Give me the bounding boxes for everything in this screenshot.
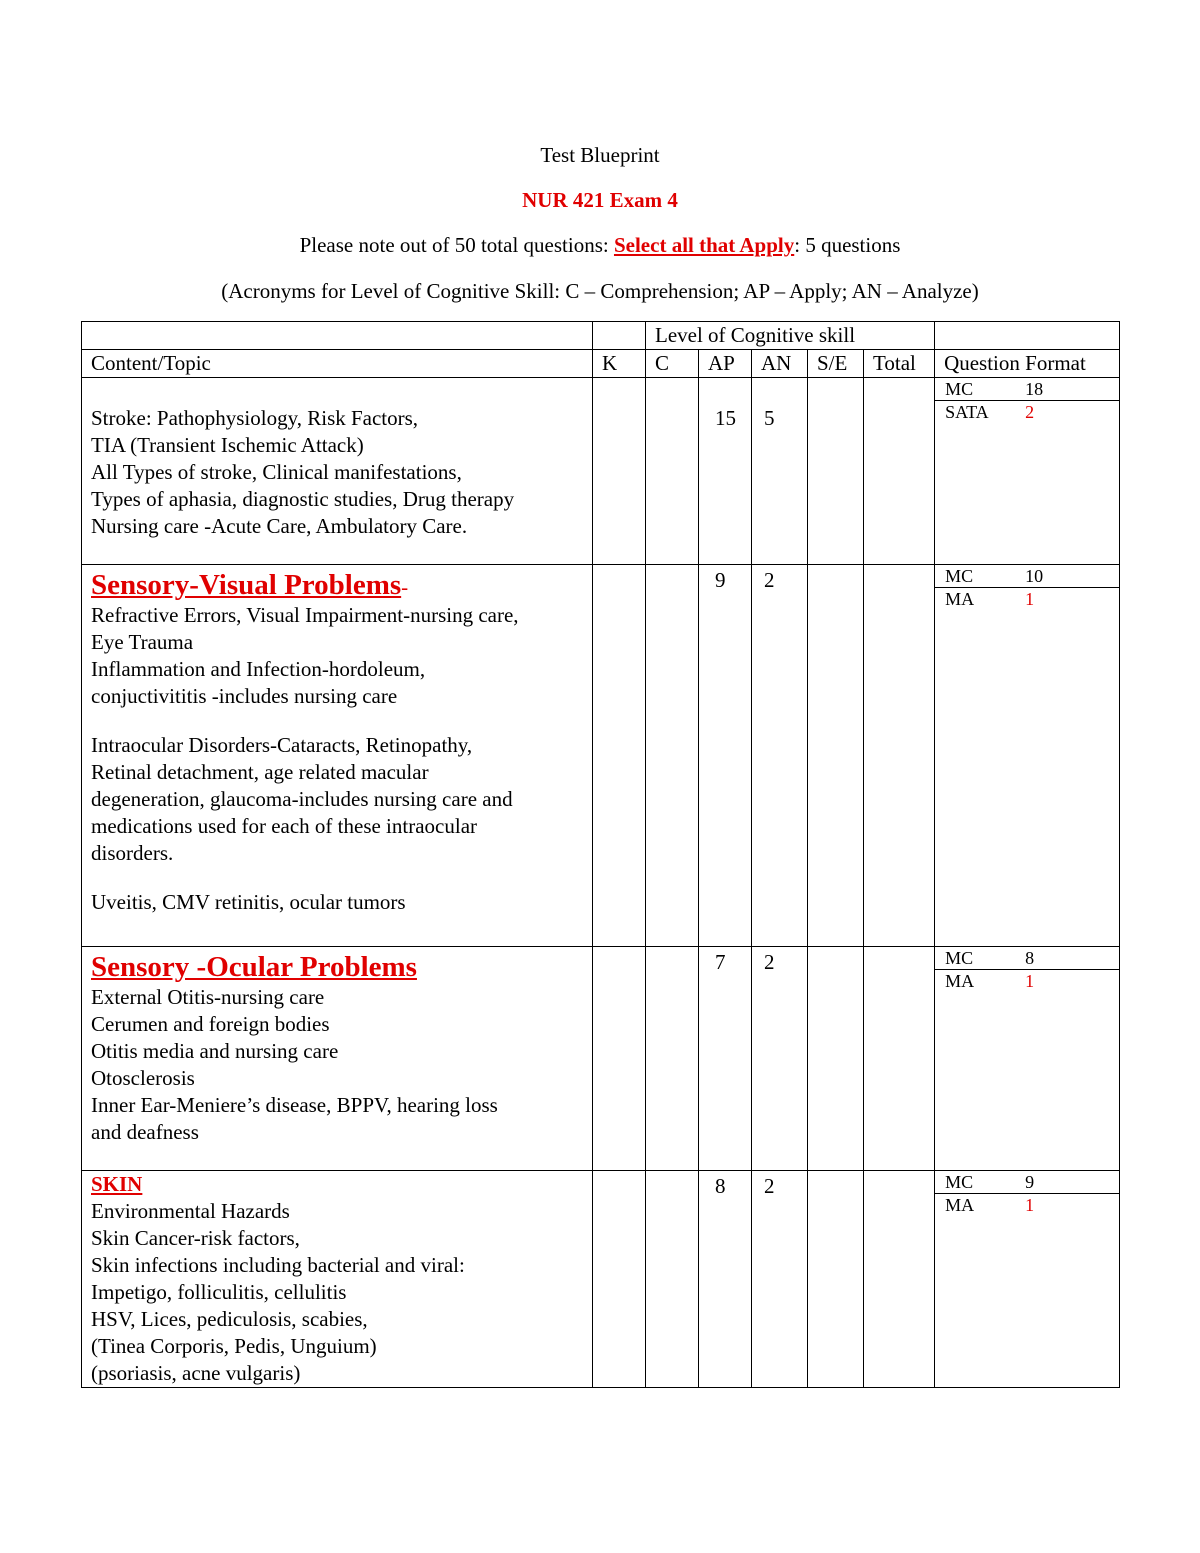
col-header-c: C — [646, 350, 699, 378]
ap-cell: 15 — [699, 378, 752, 565]
topic-line: Refractive Errors, Visual Impairment-nursing care, — [91, 603, 519, 627]
topic-line: Types of aphasia, diagnostic studies, Drug therapy — [91, 487, 515, 511]
format-row — [935, 565, 1119, 588]
topic-cell — [82, 947, 593, 1171]
topic-line: Inflammation and Infection-hordoleum, — [91, 657, 426, 681]
topic-line: External Otitis-nursing care — [91, 985, 325, 1009]
format-cell — [935, 565, 1120, 947]
cognitive-skill-header: Level of Cognitive skill — [646, 322, 935, 350]
topic-line: disorders. — [91, 841, 174, 865]
blueprint-table — [81, 321, 1120, 1388]
format-row — [935, 588, 1119, 610]
format-row — [935, 1194, 1119, 1216]
format-count: 1 — [1025, 589, 1035, 609]
format-label: MA — [945, 971, 975, 991]
topic-line: Inner Ear-Meniere’s disease, BPPV, hearing loss — [91, 1093, 498, 1117]
topic-line: HSV, Lices, pediculosis, scabies, — [91, 1307, 368, 1331]
topic-cell — [82, 378, 593, 565]
table-row — [82, 565, 1120, 947]
topic-line: Stroke: Pathophysiology, Risk Factors, — [91, 406, 419, 430]
topic-line: degeneration, glaucoma-includes nursing care and — [91, 787, 513, 811]
format-row — [935, 378, 1119, 401]
group-header-row — [82, 322, 1120, 350]
topic-heading-line — [91, 950, 592, 984]
col-header-an: AN — [752, 350, 808, 378]
topic-line: All Types of stroke, Clinical manifestations, — [91, 460, 462, 484]
format-cell — [935, 947, 1120, 1171]
total-cell — [864, 947, 935, 1171]
topic-heading: SKIN — [91, 1172, 143, 1196]
topic-line: Eye Trauma — [91, 630, 194, 654]
table-row — [82, 947, 1120, 1171]
topic-line: Cerumen and foreign bodies — [91, 1012, 330, 1036]
format-label: MC — [945, 566, 974, 586]
note-highlight: Select all that Apply — [613, 233, 795, 257]
an-cell: 2 — [752, 947, 808, 1171]
format-count: 9 — [1025, 1172, 1035, 1192]
topic-line: Otosclerosis — [91, 1066, 195, 1090]
format-label: MC — [945, 948, 974, 968]
format-label: MC — [945, 379, 974, 399]
k-cell — [593, 378, 646, 565]
se-cell — [808, 1171, 864, 1388]
topic-line: Nursing care -Acute Care, Ambulatory Care. — [91, 514, 468, 538]
topic-heading: Sensory-Visual Problems — [91, 569, 402, 601]
question-note — [0, 233, 1200, 258]
total-cell — [864, 565, 935, 947]
note-prefix: Please note out of 50 total questions: — [299, 233, 614, 257]
topic-cell — [82, 565, 593, 947]
se-cell — [808, 565, 864, 947]
total-cell — [864, 378, 935, 565]
topic-line: Intraocular Disorders-Cataracts, Retinopathy, — [91, 733, 473, 757]
se-cell — [808, 947, 864, 1171]
total-cell — [864, 1171, 935, 1388]
topic-line: Impetigo, folliculitis, cellulitis — [91, 1280, 347, 1304]
c-cell — [646, 378, 699, 565]
topic-line: Otitis media and nursing care — [91, 1039, 339, 1063]
c-cell — [646, 565, 699, 947]
topic-line: medications used for each of these intraocular — [91, 814, 478, 838]
format-count: 18 — [1025, 379, 1044, 399]
document-title: Test Blueprint — [540, 143, 660, 167]
topic-line: Retinal detachment, age related macular — [91, 760, 429, 784]
format-row — [935, 401, 1119, 423]
topic-heading: Sensory -Ocular Problems — [91, 951, 417, 983]
format-count: 1 — [1025, 1195, 1035, 1215]
topic-line: conjuctivititis -includes nursing care — [91, 684, 398, 708]
col-header-total: Total — [864, 350, 935, 378]
topic-line: Uveitis, CMV retinitis, ocular tumors — [91, 890, 406, 914]
col-header-format: Question Format — [935, 350, 1120, 378]
note-suffix: : 5 questions — [794, 233, 901, 257]
topic-line: Environmental Hazards — [91, 1199, 290, 1223]
topic-line: Skin infections including bacterial and viral: — [91, 1253, 465, 1277]
format-label: MC — [945, 1172, 974, 1192]
exam-name: NUR 421 Exam 4 — [522, 188, 678, 212]
k-cell — [593, 947, 646, 1171]
col-header-se: S/E — [808, 350, 864, 378]
topic-heading-line — [91, 568, 592, 602]
ap-cell: 9 — [699, 565, 752, 947]
format-cell — [935, 1171, 1120, 1388]
topic-line: and deafness — [91, 1120, 199, 1144]
topic-heading-suffix: - — [401, 575, 409, 599]
format-label: MA — [945, 1195, 975, 1215]
ap-cell: 7 — [699, 947, 752, 1171]
c-cell — [646, 1171, 699, 1388]
acronyms-note: (Acronyms for Level of Cognitive Skill: C – Comprehension; AP – Apply; AN – Analyze) — [221, 279, 979, 303]
format-label: MA — [945, 589, 975, 609]
format-row — [935, 947, 1119, 970]
table-row — [82, 1171, 1120, 1388]
format-row — [935, 970, 1119, 992]
an-cell: 2 — [752, 1171, 808, 1388]
format-count: 1 — [1025, 971, 1035, 991]
col-header-ap: AP — [699, 350, 752, 378]
table-row — [82, 378, 1120, 565]
k-cell — [593, 565, 646, 947]
format-row — [935, 1171, 1119, 1194]
topic-line: TIA (Transient Ischemic Attack) — [91, 433, 364, 457]
col-header-topic: Content/Topic — [82, 350, 593, 378]
topic-line: (Tinea Corporis, Pedis, Unguium) — [91, 1334, 377, 1358]
se-cell — [808, 378, 864, 565]
topic-cell — [82, 1171, 593, 1388]
format-count: 8 — [1025, 948, 1035, 968]
format-count: 10 — [1025, 566, 1044, 586]
format-label: SATA — [945, 402, 989, 422]
an-cell: 2 — [752, 565, 808, 947]
format-cell — [935, 378, 1120, 565]
c-cell — [646, 947, 699, 1171]
ap-cell: 8 — [699, 1171, 752, 1388]
topic-line: Skin Cancer-risk factors, — [91, 1226, 300, 1250]
column-header-row — [82, 350, 1120, 378]
format-count: 2 — [1025, 402, 1035, 422]
an-cell: 5 — [752, 378, 808, 565]
k-cell — [593, 1171, 646, 1388]
col-header-k: K — [593, 350, 646, 378]
topic-line: (psoriasis, acne vulgaris) — [91, 1361, 301, 1385]
